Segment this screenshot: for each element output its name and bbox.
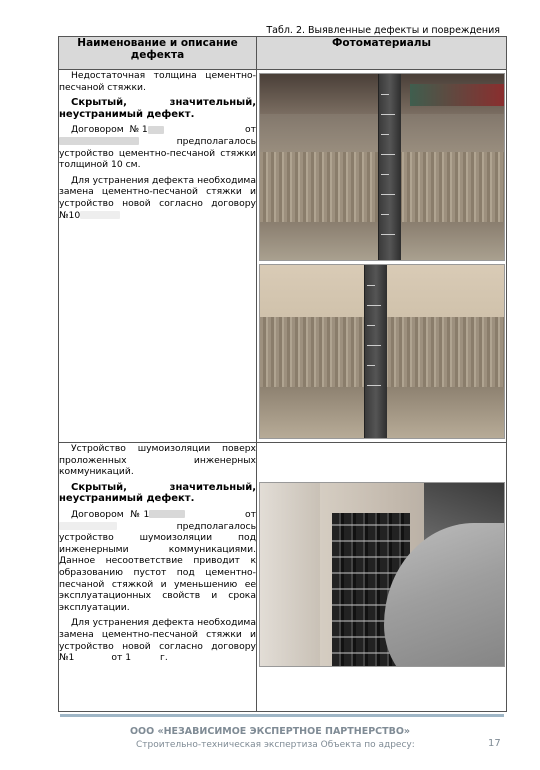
- photo-spacer: [257, 443, 506, 479]
- contract-ref: Договором №1: [71, 124, 148, 136]
- redacted-text: [131, 654, 157, 662]
- redacted-text: [149, 510, 185, 518]
- redacted-text: [74, 654, 108, 662]
- defect-remedy: [59, 617, 256, 663]
- page-number: 17: [488, 738, 501, 749]
- photo-cell-1: [257, 70, 507, 443]
- table-row: [59, 443, 507, 712]
- defect-description-1: [59, 70, 257, 443]
- remedy-date: от 1: [111, 652, 132, 664]
- table-row: [59, 70, 507, 443]
- contract-requirement: предполагалось устройство цементно-песчаной стяжки толщиной 10 см.: [59, 135, 256, 171]
- photo-screed-thickness-1: [259, 73, 505, 261]
- contract-from: от: [245, 508, 256, 520]
- footer-subtitle: Строительно-техническая экспертиза Объекта по адресу:: [136, 740, 415, 750]
- photo-soundproofing: [259, 482, 505, 667]
- remedy-year-suffix: г.: [160, 652, 168, 664]
- remedy-text: Для устранения дефекта необходима замена цементно-песчаной стяжки и устройство новой согласно договору №10: [59, 174, 256, 221]
- footer-rule: [60, 714, 504, 717]
- defect-contract-text: [59, 509, 256, 613]
- defect-description-2: [59, 443, 257, 712]
- defect-title: Устройство шумоизоляции поверх проложенных инженерных коммуникаций.: [59, 443, 256, 478]
- redacted-text: [148, 126, 164, 134]
- remedy-text: Для устранения дефекта необходима замена цементно-песчаной стяжки и устройство новой согласно договору №1: [59, 617, 256, 664]
- header-description: Наименование и описание дефекта: [59, 37, 257, 70]
- photo-screed-thickness-2: [259, 264, 505, 439]
- table-header-row: [59, 37, 507, 70]
- redacted-text: [80, 211, 120, 219]
- defect-title: Недостаточная толщина цементно-песчаной стяжки.: [59, 70, 256, 93]
- defect-remedy: [59, 175, 256, 221]
- redacted-text: [59, 137, 139, 145]
- redacted-text: [59, 522, 117, 530]
- defect-contract-text: [59, 124, 256, 170]
- defect-severity: Скрытый, значительный, неустранимый дефект.: [59, 481, 256, 505]
- contract-ref: Договором №1: [71, 508, 150, 520]
- contract-requirement: предполагалось устройство шумоизоляции под инженерными коммуникациями. Данное несоответствие приводит к образованию пустот под цементно-песчаной стяжкой и уменьшению ее эксплуатационных свойств и срока эксплуатации.: [59, 520, 256, 613]
- table-caption: Табл. 2. Выявленные дефекты и повреждения: [266, 25, 500, 36]
- defect-severity: Скрытый, значительный, неустранимый дефект.: [59, 97, 256, 120]
- photo-cell-2: [257, 443, 507, 712]
- contract-from: от: [245, 124, 256, 136]
- footer-organization: ООО «НЕЗАВИСИМОЕ ЭКСПЕРТНОЕ ПАРТНЕРСТВО»: [129, 726, 411, 737]
- header-photos: Фотоматериалы: [257, 37, 507, 70]
- defects-table: [58, 36, 507, 712]
